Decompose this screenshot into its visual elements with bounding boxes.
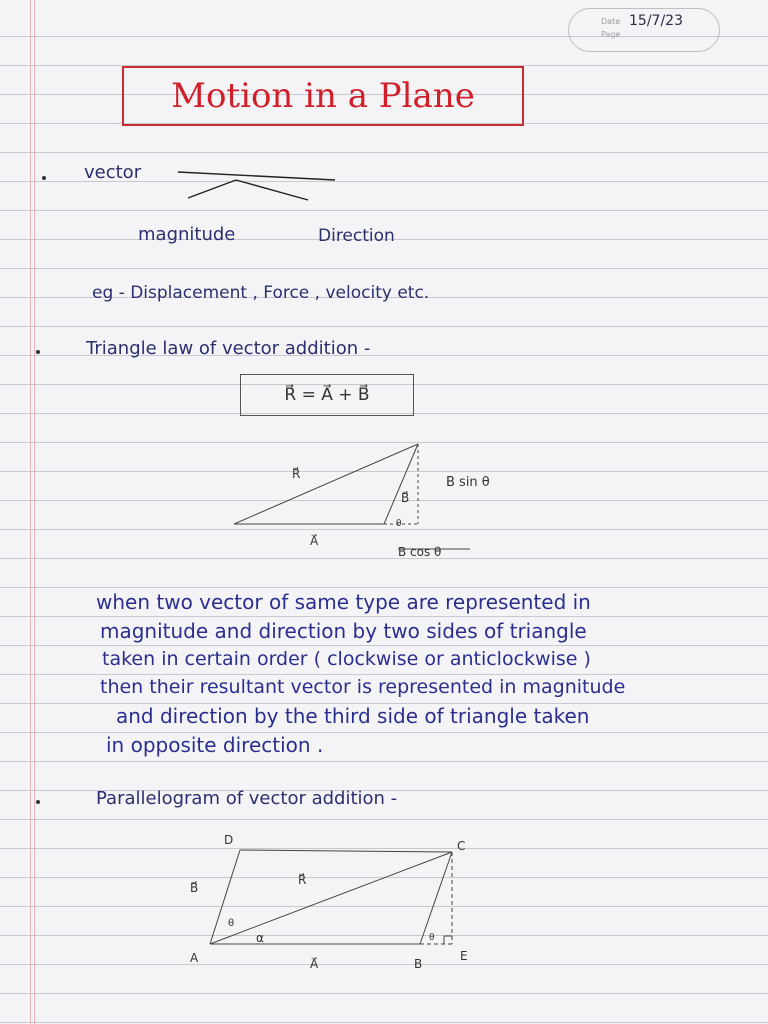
label-b-sin: B sin θ (446, 475, 490, 490)
diagonal-ac (210, 852, 452, 944)
vector-b-side (384, 444, 418, 524)
triangle-diagram (234, 444, 470, 549)
label-d: D (224, 833, 234, 847)
date-value: 15/7/23 (629, 13, 683, 29)
example-text: eg - Displacement , Force , velocity etc. (92, 283, 430, 303)
page-label: Page (601, 30, 621, 39)
law-line: magnitude and direction by two sides of triangle (100, 619, 587, 643)
label-e: E (460, 949, 468, 963)
magnitude-label: magnitude (138, 224, 236, 245)
vector-branch-lines (178, 172, 335, 200)
label-b-vector: B⃗ (190, 881, 199, 895)
parallelogram-heading: Parallelogram of vector addition - (96, 788, 398, 809)
label-b-triangle: B⃗ (401, 491, 410, 505)
page-title: Motion in a Plane (171, 76, 475, 116)
law-line: taken in certain order ( clockwise or anticlockwise ) (102, 648, 591, 670)
law-line: then their resultant vector is represented in magnitude (100, 676, 626, 698)
label-r-parallelogram: R⃗ (298, 873, 307, 887)
label-a-triangle: A⃗ (310, 534, 319, 548)
formula-text: R⃗ = A⃗ + B⃗ (284, 385, 370, 405)
resultant-side (234, 444, 418, 524)
law-line: and direction by the third side of triangle taken (116, 704, 590, 728)
law-line: when two vector of same type are represented in (96, 590, 591, 614)
vector-label: vector (84, 162, 142, 183)
parallelogram-diagram (210, 850, 452, 944)
label-alpha: α (256, 931, 264, 945)
label-b-cos: B cos θ (398, 545, 442, 559)
direction-label: Direction (318, 226, 395, 246)
label-theta-b: θ (429, 933, 435, 943)
side-bc (420, 852, 452, 944)
right-angle-mark (444, 936, 452, 944)
side-dc (240, 850, 452, 852)
label-r-triangle: R⃗ (292, 467, 301, 481)
label-c: C (457, 839, 466, 853)
date-label: Date (601, 17, 621, 26)
branch-line-top (178, 172, 335, 180)
triangle-heading: Triangle law of vector addition - (86, 338, 371, 359)
label-theta-parallelogram: θ (228, 918, 235, 929)
side-ad (210, 850, 240, 944)
label-a-point: A (190, 951, 199, 965)
label-a-vector: A⃗ (310, 957, 319, 971)
label-b-point: B (414, 957, 423, 971)
branch-line-right (236, 180, 308, 200)
branch-line-left (188, 180, 236, 198)
law-line: in opposite direction . (106, 733, 324, 757)
label-theta-triangle: θ (396, 519, 402, 529)
